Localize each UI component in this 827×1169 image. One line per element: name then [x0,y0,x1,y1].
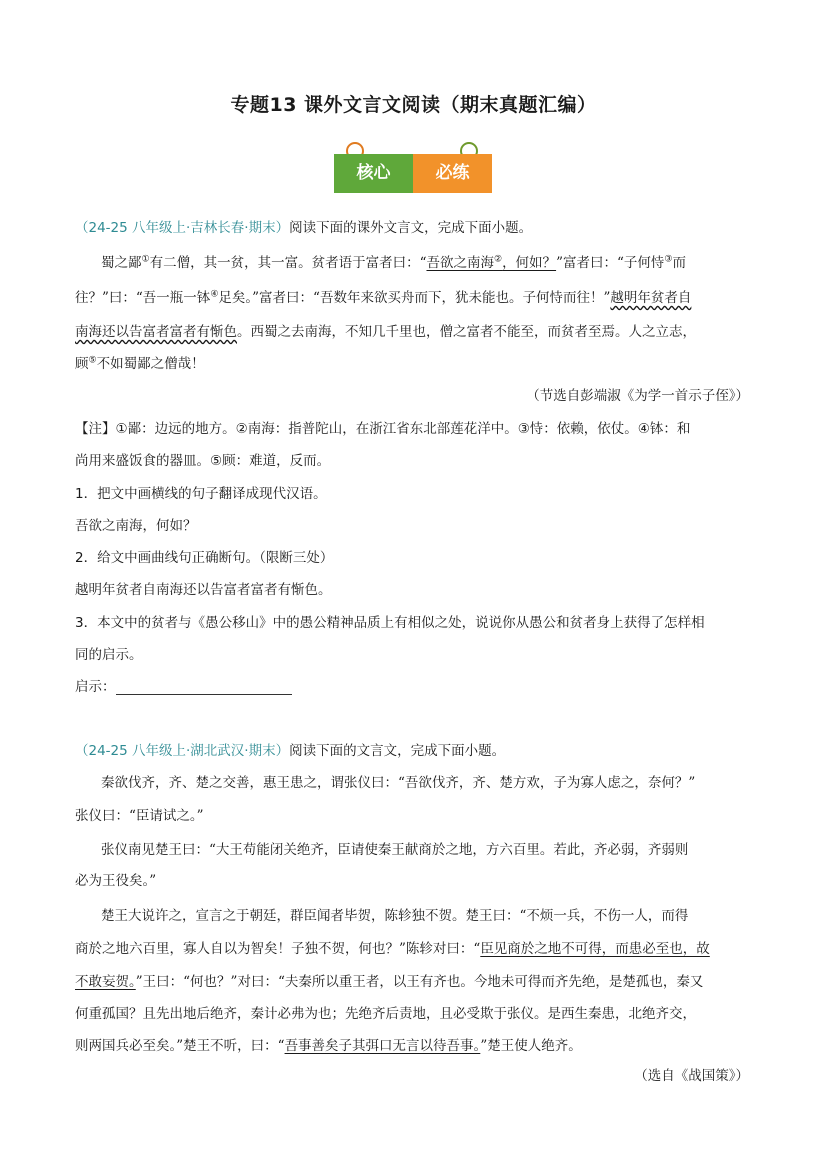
wavy-underlined-sentence: 越明年贫者自 [610,290,692,306]
q2-header [75,739,505,759]
q2-passage-line-9 [75,1034,582,1054]
q2-passage-line-5: 楚王大说许之，宣言之于朝廷，群臣闻者毕贺，陈轸独不贺。楚王曰：“不烦一兵，不伤一人，而得 [101,908,689,924]
q1-answer-row [75,675,292,695]
q2-intro: 阅读下面的文言文，完成下面小题。 [289,743,506,759]
passage-text: 不如蜀鄙之僧哉！ [96,356,205,372]
q1-citation: （节选自彭端淑《为学一首示子侄》） [526,388,749,404]
q2-source: （24-25 八年级上·湖北武汉·期末） [75,743,290,759]
q1-task-1-sentence: 吾欲之南海，何如？ [75,518,197,534]
q2-passage-line-7 [75,970,703,990]
passage-text: 足矣。”富者曰：“吾数年来欲买舟而下，犹未能也。子何恃而往！” [218,290,611,306]
passage-text: 吾欲之南海 [426,255,494,271]
wavy-underlined-sentence: 南海还以告富者富者有惭色 [75,324,237,340]
q2-passage-line-4: 必为王役矣。” [75,873,157,889]
passage-text: 有二僧，其一贫，其一富。贫者语于富者曰：“ [149,255,427,271]
q2-passage-line-1: 秦欲伐齐，齐、楚之交善，惠王患之，谓张仪曰：“吾欲伐齐，齐、楚方欢，子为寡人虑之，奈何？” [101,775,696,791]
passage-text: 顾 [75,356,89,372]
q1-task-3-line-2: 同的启示。 [75,647,143,663]
passage-text: ”王曰：“何也？”对曰：“夫秦所以重王者，以王有齐也。今地未可得而齐先绝，是楚孤也，秦又 [135,974,704,990]
passage-text: 则两国兵必至矣。”楚王不听，曰：“ [75,1038,285,1054]
passage-text: 而 [672,255,686,271]
q2-passage-line-2: 张仪曰：“臣请试之。” [75,808,204,824]
q1-passage-line-2 [75,286,691,306]
q1-task-2: 2．给文中画曲线句正确断句。（限断三处） [75,550,334,566]
page-title: 专题13 课外文言文阅读（期末真题汇编） [230,94,597,116]
underlined-sentence: 臣见商於之地不可得，而患必至也，故 [480,941,710,957]
underlined-sentence: 吾事善矣子其弭口无言以待吾事。 [284,1038,481,1054]
note-marker: ⑤ [88,355,97,366]
answer-blank[interactable] [116,680,292,695]
q2-passage-line-6 [75,937,710,957]
passage-text: ”富者曰：“子何恃 [556,255,665,271]
q2-passage-line-8: 何重孤国？且先出地后绝齐，秦计必弗为也；先绝齐后责地，且必受欺于张仪。是西生秦患，北绝齐交， [75,1006,696,1022]
note-marker: ② [493,254,503,265]
q1-source: （24-25 八年级上·吉林长春·期末） [75,220,290,236]
q1-task-2-sentence: 越明年贫者自南海还以告富者富者有惭色。 [75,582,332,598]
q1-note-line-2: 尚用来盛饭食的器皿。⑤顾：难道，反而。 [75,453,331,469]
q1-note-line-1: 【注】①鄙：边远的地方。②南海：指普陀山，在浙江省东北部莲花洋中。③恃：依赖，依仗。④钵：和 [75,421,691,437]
q1-intro: 阅读下面的课外文言文，完成下面小题。 [289,220,533,236]
badge-right-label: 必练 [435,163,470,183]
q1-header [75,216,532,236]
section-badge [334,142,492,193]
note-marker: ① [141,254,150,265]
badge-left-label: 核心 [356,163,391,183]
passage-text: ，何如？ [502,255,557,271]
underlined-sentence: 不敢妄贺。 [75,974,136,990]
note-marker: ④ [210,289,219,300]
passage-text: 。西蜀之去南海，不知几千里也，僧之富者不能至，而贫者至焉。人之立志， [237,324,696,340]
q1-passage-line-4 [75,352,205,372]
passage-text: 商於之地六百里，寡人自以为智矣！子独不贺，何也？”陈轸对曰：“ [75,941,481,957]
q1-task-3-line-1: 3．本文中的贫者与《愚公移山》中的愚公精神品质上有相似之处，说说你从愚公和贫者身上获得了怎样相 [75,615,705,631]
passage-text: ”楚王使人绝齐。 [480,1038,582,1054]
q1-passage-line-1 [101,251,686,271]
passage-text: 蜀之鄙 [101,255,142,271]
q2-citation: （选自《战国策》） [634,1068,749,1084]
underlined-sentence [426,255,556,271]
q1-passage-line-3 [75,320,696,340]
note-marker: ③ [664,254,673,265]
q2-passage-line-3: 张仪南见楚王曰：“大王苟能闭关绝齐，臣请使秦王献商於之地，方六百里。若此，齐必弱，齐弱则 [101,842,689,858]
passage-text: 往？”曰：“吾一瓶一钵 [75,290,211,306]
answer-label: 启示： [75,679,116,695]
q1-task-1: 1．把文中画横线的句子翻译成现代汉语。 [75,486,327,502]
